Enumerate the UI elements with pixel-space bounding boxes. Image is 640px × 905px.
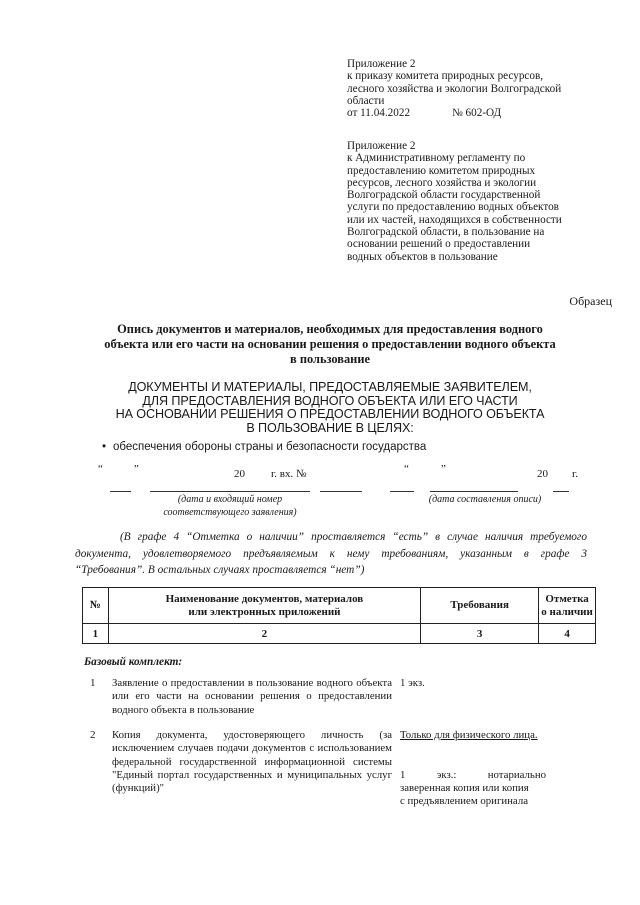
note-line: “Требования”. В остальных случаях проставляется “нет”) xyxy=(75,564,365,576)
row-number: 1 xyxy=(90,677,96,689)
col-name-header xyxy=(108,588,420,624)
table-header-row xyxy=(83,588,596,624)
header-line: о наличии xyxy=(541,605,593,618)
col-index: 2 xyxy=(108,624,420,644)
fill-line xyxy=(390,491,414,492)
note-line: документа, удовлетворяемого предъявляемым к нему требованиям, указанным в графе 3 xyxy=(75,547,587,560)
appendix-line: Волгоградской области государственной xyxy=(347,189,541,202)
goal-text: обеспечения обороны страны и безопасности государства xyxy=(113,441,427,453)
fill-line xyxy=(320,491,362,492)
year-left: 20 xyxy=(234,468,245,480)
row-document-name: Заявление о предоставлении в пользование водного объекта или его части на основании решения о предоставлении водного объекта в пользование xyxy=(112,677,392,716)
note-line: (В графе 4 “Отметка о наличии” проставляется “есть” в случае наличия требуемого xyxy=(120,531,587,543)
row-requirement-detail: 1 экз.: нотариально xyxy=(400,769,546,781)
col-number-header: № xyxy=(83,588,109,624)
row-requirement-detail: с предъявлением оригинала xyxy=(400,795,529,807)
caption-incoming xyxy=(150,493,310,519)
row-number: 2 xyxy=(90,729,96,741)
caption-line: соответствующего заявления) xyxy=(163,507,297,518)
appendix-line: к приказу комитета природных ресурсов, xyxy=(347,70,544,83)
close-quote-right: ” xyxy=(441,463,446,475)
appendix-line: или их частей, находящихся в собственности xyxy=(347,213,562,226)
goal-item xyxy=(102,441,427,453)
col-index: 4 xyxy=(539,624,596,644)
order-number: № 602-ОД xyxy=(452,107,502,120)
appendix-line: водных объектов в пользование xyxy=(347,250,498,263)
close-quote: ” xyxy=(134,463,139,475)
bullet-icon: • xyxy=(102,441,107,453)
documents-table xyxy=(82,587,596,644)
appendix-title: Приложение 2 xyxy=(347,140,416,152)
subtitle-line: ДОКУМЕНТЫ И МАТЕРИАЛЫ, ПРЕДОСТАВЛЯЕМЫЕ ЗАЯВИТЕЛЕМ, xyxy=(128,380,532,394)
order-date-line xyxy=(347,107,609,119)
appendix-line: услуги по предоставлению водных объектов xyxy=(347,201,559,214)
fill-line xyxy=(150,491,310,492)
appendix-order-block xyxy=(347,58,609,119)
row-document-name: Копия документа, удостоверяющего личность (за исключением случаев подачи документов с использованием федеральной государственной информационной системы "Единый портал государственных и муниципальных услуг (функций)" xyxy=(112,729,392,795)
instruction-note xyxy=(75,529,587,579)
document-subtitle xyxy=(70,381,590,436)
col-requirements-header: Требования xyxy=(421,588,539,624)
sample-label: Образец xyxy=(569,294,612,308)
caption-line: (дата и входящий номер xyxy=(177,494,283,505)
basic-set-heading: Базовый комплект: xyxy=(84,656,183,668)
appendix-regulation-block xyxy=(347,140,609,263)
table-numbering-row xyxy=(83,624,596,644)
open-quote: “ xyxy=(98,463,103,475)
subtitle-line: В ПОЛЬЗОВАНИЕ В ЦЕЛЯХ: xyxy=(246,421,414,436)
incoming-number-label: г. вх. № xyxy=(271,468,307,480)
year-suffix-right: г. xyxy=(572,468,579,480)
document-title xyxy=(60,322,600,367)
fill-line xyxy=(110,491,131,492)
fill-line xyxy=(553,491,569,492)
appendix-line: лесного хозяйства и экологии Волгоградской xyxy=(347,82,562,95)
col-presence-header xyxy=(539,588,596,624)
subtitle-line: НА ОСНОВАНИИ РЕШЕНИЯ О ПРЕДОСТАВЛЕНИИ ВОДНОГО ОБЪЕКТА xyxy=(115,407,545,422)
open-quote-right: “ xyxy=(404,463,409,475)
title-line: в пользование xyxy=(290,352,370,366)
row-requirement: 1 экз. xyxy=(400,677,425,689)
appendix-line: основании решений о предоставлении xyxy=(347,238,531,251)
row-requirement: Только для физического лица. xyxy=(400,729,538,741)
year-right: 20 xyxy=(537,468,548,480)
col-index: 3 xyxy=(421,624,539,644)
header-line: Наименование документов, материалов xyxy=(165,592,364,605)
col-index: 1 xyxy=(83,624,109,644)
row-requirement-detail: заверенная копия или копия xyxy=(400,782,529,794)
title-line: Опись документов и материалов, необходимых для предоставления водного xyxy=(117,322,543,336)
header-line: или электронных приложений xyxy=(188,605,341,618)
order-date: от 11.04.2022 xyxy=(347,107,411,120)
header-line: Отметка xyxy=(545,592,589,605)
caption-inventory-date: (дата составления описи) xyxy=(428,494,542,505)
appendix-line: области xyxy=(347,94,385,107)
title-line: объекта или его части на основании решения о предоставлении водного объекта xyxy=(104,337,556,351)
appendix-title: Приложение 2 xyxy=(347,58,416,70)
appendix-line: предоставлению комитетом природных xyxy=(347,164,536,177)
appendix-line: к Административному регламенту по xyxy=(347,152,526,165)
subtitle-line: ДЛЯ ПРЕДОСТАВЛЕНИЯ ВОДНОГО ОБЪЕКТА ИЛИ ЕГО ЧАСТИ xyxy=(142,393,518,408)
fill-line xyxy=(430,491,518,492)
appendix-line: ресурсов, лесного хозяйства и экологии xyxy=(347,176,537,189)
appendix-line: Волгоградской области, в пользование на xyxy=(347,226,545,239)
